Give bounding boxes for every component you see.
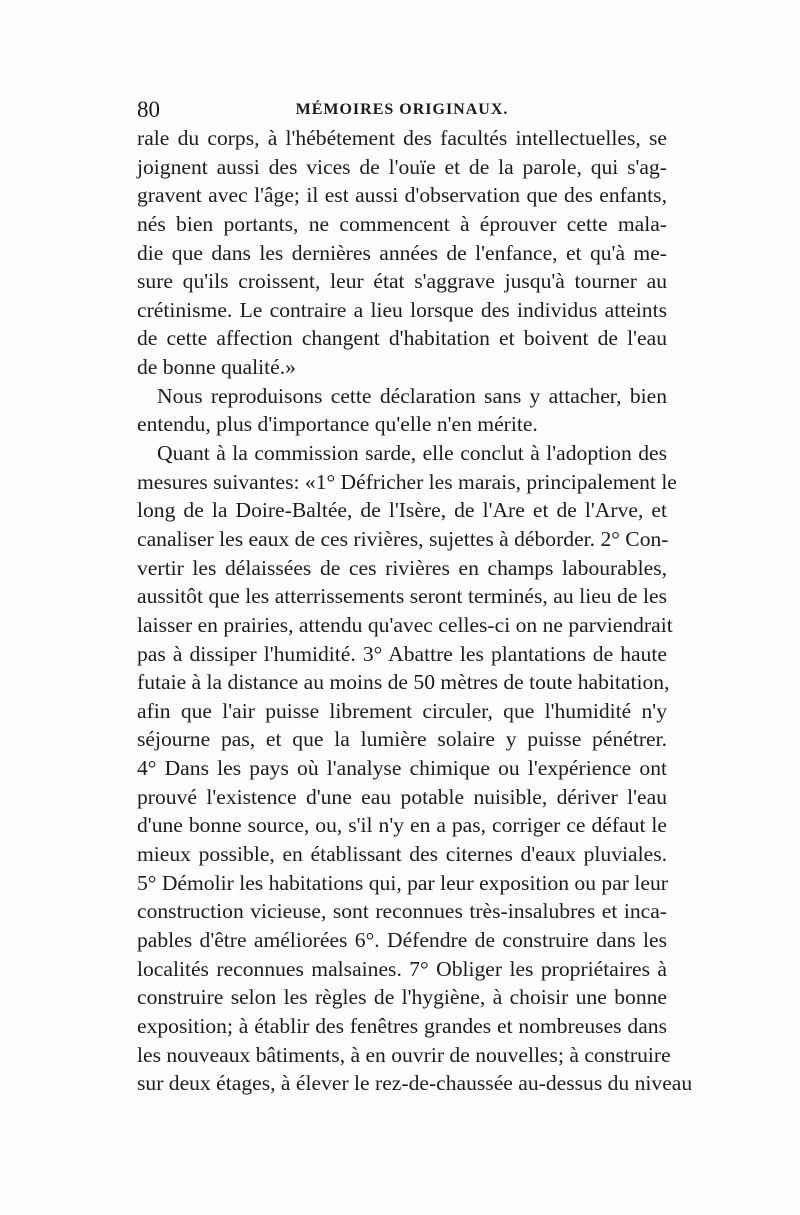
paragraph-first-line: Quant à la commission sarde, elle conclut à l'adoption des — [157, 441, 667, 466]
text-line: localités reconnues malsaines. 7° Obliger les propriétaires à — [137, 956, 667, 981]
text-line: mesures suivantes: «1° Défricher les marais, principalement le — [137, 469, 677, 494]
body-text — [137, 124, 693, 1098]
text-line: pas à dissiper l'humidité. 3° Abattre les plantations de haute — [137, 641, 667, 666]
text-line: crétinisme. Le contraire a lieu lorsque des individus atteints — [137, 297, 667, 322]
text-line: sure qu'ils croissent, leur état s'aggrave jusqu'à tourner au — [137, 269, 667, 294]
text-line: nés bien portants, ne commencent à éprouver cette mala- — [137, 211, 667, 236]
page-header — [137, 95, 667, 125]
text-line: de cette affection changent d'habitation et boivent de l'eau — [137, 326, 667, 351]
text-line: construire selon les règles de l'hygiène, à choisir une bonne — [137, 985, 667, 1010]
text-line: futaie à la distance au moins de 50 mètres de toute habitation, — [137, 670, 670, 695]
text-line: die que dans les dernières années de l'enfance, et qu'à me- — [137, 240, 667, 265]
paragraph-first-line: Nous reproduisons cette déclaration sans y attacher, bien — [157, 383, 667, 408]
text-line: vertir les délaissées de ces rivières en champs labourables, — [137, 555, 667, 580]
text-line: long de la Doire-Baltée, de l'Isère, de l'Are et de l'Arve, et — [137, 498, 667, 523]
text-line: construction vicieuse, sont reconnues très-insalubres et inca- — [137, 899, 667, 924]
text-line: sur deux étages, à élever le rez-de-chaussée au-dessus du niveau — [137, 1071, 693, 1096]
text-line: canaliser les eaux de ces rivières, sujettes à déborder. 2° Con- — [137, 526, 669, 551]
text-line: laisser en prairies, attendu qu'avec celles-ci on ne parviendrait — [137, 612, 673, 637]
text-line: pables d'être améliorées 6°. Défendre de construire dans les — [137, 927, 667, 952]
text-line: séjourne pas, et que la lumière solaire y puisse pénétrer. — [137, 727, 667, 752]
running-head: MÉMOIRES ORIGINAUX. — [295, 101, 509, 118]
text-line: d'une bonne source, ou, s'il n'y en a pas, corriger ce défaut le — [137, 813, 667, 838]
text-line: 4° Dans les pays où l'analyse chimique ou l'expérience ont — [137, 756, 667, 781]
text-line: afin que l'air puisse librement circuler, que l'humidité n'y — [137, 698, 667, 723]
text-line: 5° Démolir les habitations qui, par leur exposition ou par leur — [137, 870, 668, 895]
text-line: joignent aussi des vices de l'ouïe et de la parole, qui s'ag- — [137, 154, 667, 179]
text-line: prouvé l'existence d'une eau potable nuisible, dériver l'eau — [137, 784, 667, 809]
text-line: les nouveaux bâtiments, à en ouvrir de nouvelles; à construire — [137, 1042, 671, 1067]
text-line: rale du corps, à l'hébétement des facultés intellectuelles, se — [137, 126, 667, 150]
text-line: mieux possible, en établissant des citernes d'eaux pluviales. — [137, 842, 667, 867]
text-line: de bonne qualité.» — [137, 355, 296, 380]
page-number: 80 — [137, 97, 160, 122]
text-line: entendu, plus d'importance qu'elle n'en mérite. — [137, 412, 538, 437]
text-line: exposition; à établir des fenêtres grandes et nombreuses dans — [137, 1013, 667, 1038]
text-line: gravent avec l'âge; il est aussi d'observation que des enfants, — [137, 183, 667, 208]
text-line: aussitôt que les atterrissements seront terminés, au lieu de les — [137, 584, 667, 609]
